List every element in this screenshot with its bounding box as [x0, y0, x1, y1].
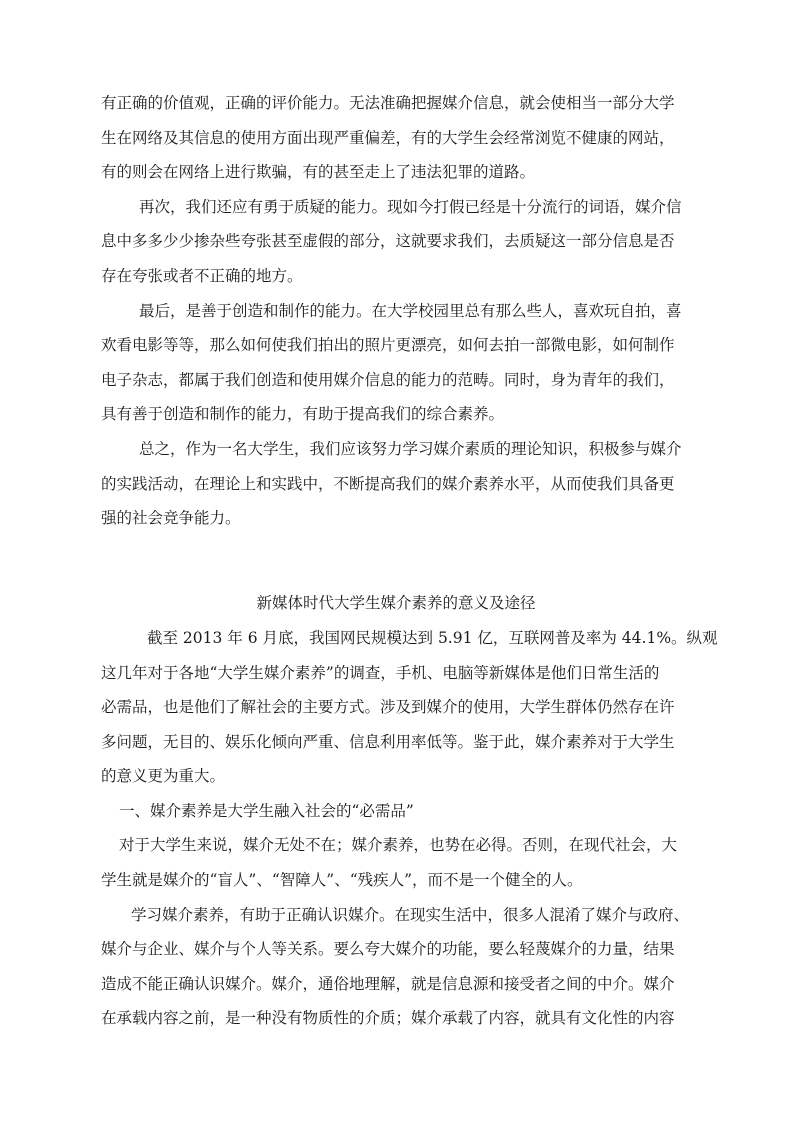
text-line: 学生就是媒介的“盲人”、“智障人”、“残疾人”，而不是一个健全的人。	[101, 871, 583, 890]
text-line: 学习媒介素养，有助于正确认识媒介。在现实生活中，很多人混淆了媒介与政府、	[131, 905, 690, 924]
paragraph-intro	[101, 621, 718, 794]
text-line: 生在网络及其信息的使用方面出现严重偏差，有的大学生会经常浏览不健康的网站，	[101, 128, 675, 147]
text-line: 造成不能正确认识媒介。媒介，通俗地理解，就是信息源和接受者之间的中介。媒介	[101, 974, 675, 993]
text-line: 强的社会竞争能力。	[101, 509, 241, 528]
text-line: 电子杂志，都属于我们创造和使用媒介信息的能力的范畴。同时，身为青年的我们，	[101, 370, 675, 389]
text-line: 息中多多少少掺杂些夸张甚至虚假的部分，这就要求我们，去质疑这一部分信息是否	[101, 232, 675, 251]
text-line: 具有善于创造和制作的能力，有助于提高我们的综合素养。	[101, 405, 505, 424]
paragraph-conclusion	[101, 432, 691, 536]
text-line: 的实践活动，在理论上和实践中，不断提高我们的媒介素养水平，从而使我们具备更	[101, 474, 675, 493]
spacer	[101, 570, 691, 586]
text-line: 多问题，无目的、娱乐化倾向严重、信息利用率低等。鉴于此，媒介素养对于大学生	[101, 732, 675, 751]
text-line: 媒介与企业、媒介与个人等关系。要么夸大媒介的功能，要么轻蔑媒介的力量，结果	[101, 940, 675, 959]
text-line: 存在夸张或者不正确的地方。	[101, 266, 303, 285]
paragraph-section-1	[101, 828, 691, 897]
text-line: 这几年对于各地“大学生媒介素养”的调查，手机、电脑等新媒体是他们日常生活的	[101, 663, 660, 682]
text-line: 有的则会在网络上进行欺骗，有的甚至走上了违法犯罪的道路。	[101, 163, 536, 182]
spacer	[101, 536, 691, 571]
paragraph-creating	[101, 294, 691, 432]
text-line: 最后，是善于创造和制作的能力。在大学校园里总有那么些人，喜欢玩自拍，喜	[139, 301, 682, 320]
article-title: 新媒体时代大学生媒介素养的意义及途径	[256, 594, 536, 613]
text-line: 有正确的价值观，正确的评价能力。无法准确把握媒介信息，就会使相当一部分大学	[101, 94, 675, 112]
text-line: 截至 2013 年 6 月底，我国网民规模达到 5.91 亿，互联网普及率为 44.1%。纵观	[147, 628, 718, 647]
text-line: 总之，作为一名大学生，我们应该努力学习媒介素质的理论知识，积极参与媒介	[139, 439, 682, 458]
paragraph-section-2	[101, 898, 691, 1036]
document-page	[101, 86, 718, 1036]
text-line: 对于大学生来说，媒介无处不在；媒介素养，也势在必得。否则，在现代社会，大	[119, 836, 678, 855]
text-line: 的意义更为重大。	[101, 767, 226, 786]
paragraph-questioning	[101, 190, 691, 294]
text-line: 必需品，也是他们了解社会的主要方式。涉及到媒介的使用，大学生群体仍然存在许	[101, 698, 675, 717]
section-heading: 一、媒介素养是大学生融入社会的“必需品”	[119, 801, 414, 820]
text-line: 欢看电影等等，那么如何使我们拍出的照片更漂亮，如何去拍一部微电影，如何制作	[101, 336, 675, 355]
text-line: 在承载内容之前，是一种没有物质性的介质；媒介承载了内容，就具有文化性的内容	[101, 1009, 675, 1028]
text-line: 再次，我们还应有勇于质疑的能力。现如今打假已经是十分流行的词语，媒介信	[139, 197, 682, 216]
paragraph-continuation	[101, 86, 691, 190]
